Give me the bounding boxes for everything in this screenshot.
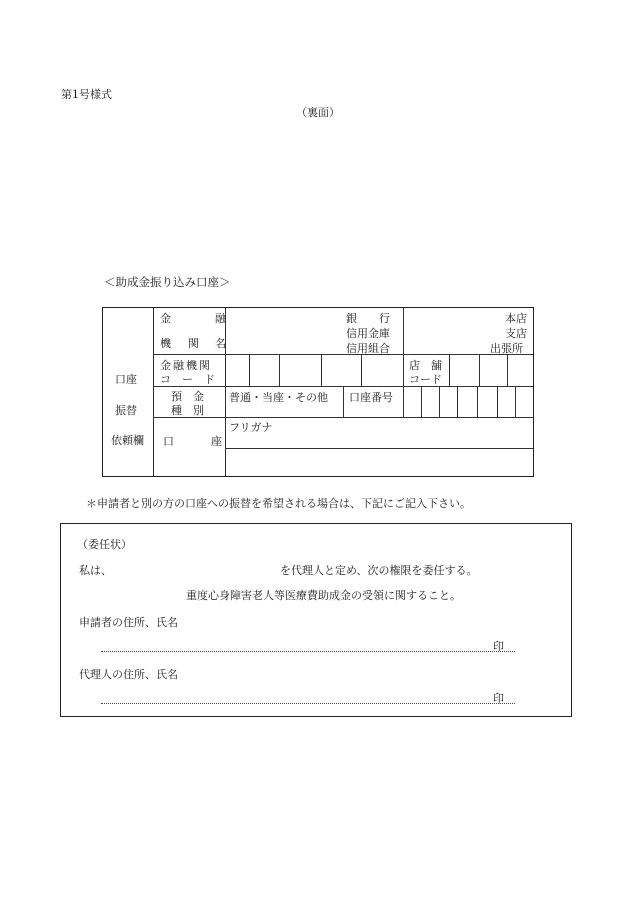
institution-name-char-2: 融 [215, 312, 226, 325]
institution-name-char-5: 名 [215, 337, 226, 350]
agent-signature-line[interactable] [101, 703, 515, 704]
institution-code-label-1: 金融機関 [160, 359, 212, 372]
applicant-label: 申請者の住所、氏名 [79, 616, 178, 629]
proxy-line-end: を代理人と定め、次の権限を委任する。 [280, 564, 478, 577]
branch-type-office: 出張所 [490, 342, 523, 355]
bank-type-shinkin: 信用金庫 [346, 327, 390, 340]
row-label-request: 依頼欄 [111, 434, 144, 447]
deposit-type-label-2: 種 別 [171, 404, 204, 417]
form-number: 第1号様式 [61, 88, 112, 101]
account-section-heading: ＜助成金振り込み口座＞ [104, 275, 231, 289]
applicant-seal: 印 [493, 640, 504, 653]
row-label-transfer: 振替 [115, 404, 137, 417]
applicant-signature-line[interactable] [101, 651, 515, 652]
branch-type-branch: 支店 [505, 327, 527, 340]
agent-seal: 印 [493, 692, 504, 705]
proxy-note: ＊申請者と別の方の口座への振替を希望される場合は、下記にご記入下さい。 [86, 497, 471, 510]
agent-label: 代理人の住所、氏名 [79, 668, 178, 681]
deposit-options: 普通・当座・その他 [229, 391, 328, 404]
account-table [102, 307, 534, 477]
row-label-account: 口座 [115, 373, 137, 386]
institution-name-char-4: 関 [188, 337, 199, 350]
branch-type-head: 本店 [505, 312, 527, 325]
proxy-line-start: 私は、 [79, 564, 112, 577]
account-label-2: 座 [211, 435, 222, 448]
institution-name-char-3: 機 [160, 337, 171, 350]
bank-type-shinkumi: 信用組合 [346, 342, 390, 355]
proxy-title: （委任状） [77, 538, 132, 551]
deposit-type-label-1: 預 金 [171, 390, 204, 403]
institution-name-char-1: 金 [160, 312, 171, 325]
furigana-label: フリガナ [229, 421, 273, 434]
account-number-label: 口座番号 [349, 391, 393, 404]
proxy-box [60, 523, 572, 717]
branch-code-label-1: 店 舗 [409, 359, 442, 372]
page-side-label: （裏面） [296, 106, 340, 119]
branch-code-label-2: コード [409, 373, 442, 386]
account-label-1: 口 [163, 435, 174, 448]
proxy-authority: 重度心身障害老人等医療費助成金の受領に関すること。 [186, 589, 461, 602]
bank-type-bank: 銀 行 [346, 312, 390, 325]
institution-code-label-2: コ ー ド [160, 373, 215, 386]
